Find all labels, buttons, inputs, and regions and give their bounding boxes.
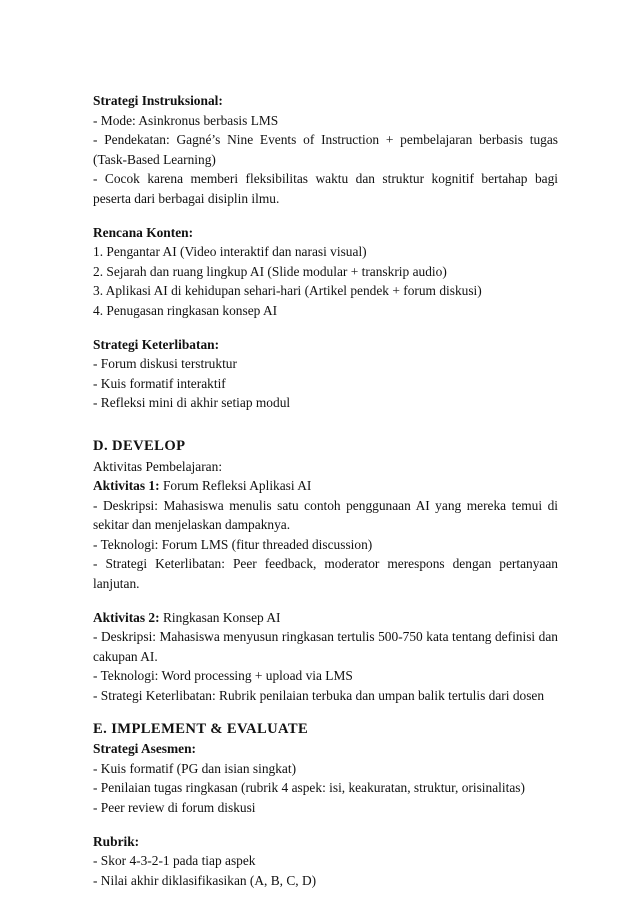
engagement-item: - Forum diskusi terstruktur — [93, 356, 237, 372]
content-plan-item: 2. Sejarah dan ruang lingkup AI (Slide modular + transkrip audio) — [93, 263, 447, 279]
engagement-heading: Strategi Keterlibatan: — [93, 336, 220, 352]
assessment-item: - Peer review di forum diskusi — [93, 800, 256, 815]
instructional-mode: - Mode: Asinkronus berbasis LMS — [93, 112, 279, 128]
content-plan-item: 4. Penugasan ringkasan konsep AI — [93, 302, 278, 318]
content-plan-heading: Rencana Konten: — [93, 224, 194, 240]
activity-1-engagement: - Strategi Keterlibatan: Peer feedback, moderator merespons dengan pertanyaan lanjutan. — [93, 556, 558, 592]
engagement-item: - Kuis formatif interaktif — [93, 375, 226, 391]
develop-heading: D. DEVELOP — [93, 437, 186, 454]
rubric-item: - Skor 4-3-2-1 pada tiap aspek — [93, 853, 256, 869]
assessment-item: - Kuis formatif (PG dan isian singkat) — [93, 760, 297, 776]
rubric-heading: Rubrik: — [93, 833, 140, 849]
activity-2-label: Aktivitas 2: — [93, 609, 160, 625]
develop-intro: Aktivitas Pembelajaran: — [93, 458, 223, 474]
activity-1-label: Aktivitas 1: — [93, 478, 160, 494]
instructional-heading: Strategi Instruksional: — [93, 93, 223, 108]
implement-heading: E. IMPLEMENT & EVALUATE — [93, 720, 309, 737]
content-plan-item: 3. Aplikasi AI di kehidupan sehari-hari (Artikel pendek + forum diskusi) — [93, 283, 482, 299]
activity-2-title — [93, 608, 558, 628]
activity-2-engagement: - Strategi Keterlibatan: Rubrik penilaian terbuka dan umpan balik tertulis dari dosen — [93, 688, 545, 704]
rubric-item: - Nilai akhir diklasifikasikan (A, B, C, D) — [93, 872, 317, 888]
content-plan-item: 1. Pengantar AI (Video interaktif dan narasi visual) — [93, 244, 367, 260]
engagement-item: - Refleksi mini di akhir setiap modul — [93, 395, 291, 411]
activity-1-technology: - Teknologi: Forum LMS (fitur threaded discussion) — [93, 536, 373, 552]
activity-1-name: Forum Refleksi Aplikasi AI — [159, 478, 312, 494]
activity-1-description: - Deskripsi: Mahasiswa menulis satu contoh penggunaan AI yang mereka temui di sekitar dan menjelaskan dampaknya. — [93, 497, 558, 533]
activity-1-title — [93, 476, 558, 496]
assessment-item: - Penilaian tugas ringkasan (rubrik 4 aspek: isi, keakuratan, struktur, orisinalitas) — [93, 780, 525, 796]
activity-2-description: - Deskripsi: Mahasiswa menyusun ringkasan tertulis 500-750 kata tentang definisi dan cakupan AI. — [93, 629, 558, 664]
assessment-heading: Strategi Asesmen: — [93, 741, 197, 757]
instructional-rationale: - Cocok karena memberi fleksibilitas waktu dan struktur kognitif bertahap bagi peserta dari berbagai disiplin ilmu. — [93, 171, 558, 206]
activity-2-technology: - Teknologi: Word processing + upload via LMS — [93, 668, 353, 684]
instructional-approach: - Pendekatan: Gagné’s Nine Events of Instruction + pembelajaran berbasis tugas (Task-Based Learning) — [93, 132, 558, 167]
activity-2-name: Ringkasan Konsep AI — [159, 609, 281, 625]
